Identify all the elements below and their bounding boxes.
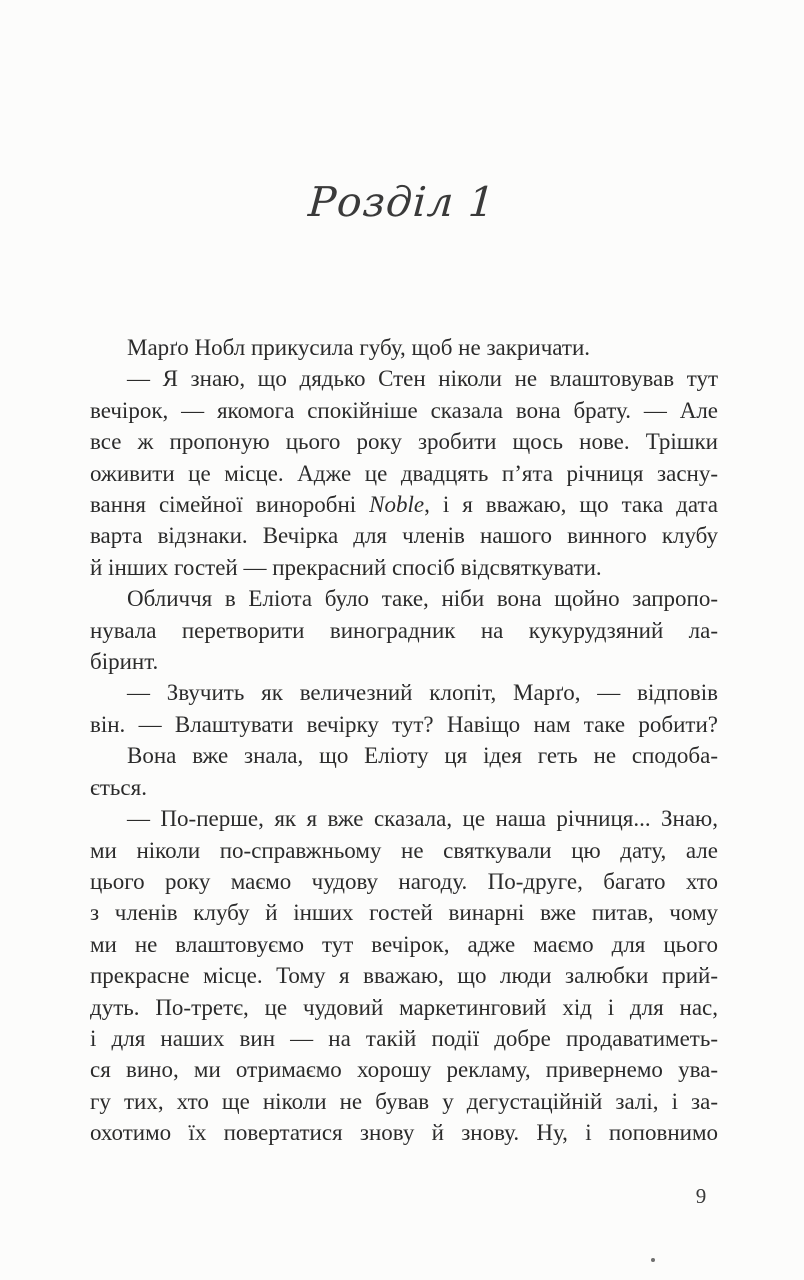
text-segment: вечірок, — якомога спокійніше сказала вона брату. — Але bbox=[90, 397, 718, 423]
text-line bbox=[90, 520, 718, 551]
text-segment: дуть. По-третє, це чудовий маркетинговий хід і для нас, bbox=[90, 994, 718, 1020]
text-line bbox=[90, 897, 718, 928]
text-segment: варта відзнаки. Вечірка для членів нашого винного клубу bbox=[90, 523, 718, 549]
text-segment: , і я вважаю, що така дата bbox=[424, 492, 718, 518]
text-segment: ми ніколи по-справжньому не святкували цю дату, але bbox=[90, 837, 718, 863]
text-line bbox=[90, 992, 718, 1023]
text-line bbox=[90, 489, 718, 520]
text-line bbox=[90, 395, 718, 426]
text-segment: нувала перетворити виноградник на кукурудзяний ла- bbox=[90, 617, 718, 643]
text-line bbox=[90, 583, 718, 614]
text-line bbox=[90, 332, 718, 363]
body-text bbox=[90, 332, 718, 1149]
text-segment: біринт. bbox=[90, 649, 159, 675]
text-segment: охотимо їх повертатися знову й знову. Ну, і поповнимо bbox=[90, 1120, 718, 1146]
text-line bbox=[90, 1054, 718, 1085]
text-line bbox=[90, 1117, 718, 1148]
text-segment: — Я знаю, що дядько Стен ніколи не влаштовував тут bbox=[127, 366, 718, 392]
text-segment: і для наших вин — на такій події добре продаватиметь- bbox=[90, 1025, 718, 1051]
text-line bbox=[90, 646, 718, 677]
text-segment: — Звучить як величезний клопіт, Марґо, — відповів bbox=[127, 680, 718, 706]
text-line bbox=[90, 552, 718, 583]
text-segment: гу тих, хто ще ніколи не бував у дегустаційній залі, і за- bbox=[90, 1088, 718, 1114]
chapter-heading: Розділ 1 bbox=[306, 178, 498, 226]
text-line bbox=[90, 1023, 718, 1054]
text-line bbox=[90, 615, 718, 646]
text-segment: ми не влаштовуємо тут вечірок, адже маємо для цього bbox=[90, 931, 718, 957]
text-segment: цього року маємо чудову нагоду. По-друге, багато хто bbox=[90, 868, 718, 894]
text-segment: Обличчя в Еліота було таке, ніби вона щойно запропо- bbox=[127, 586, 718, 612]
page-number: 9 bbox=[695, 1184, 707, 1208]
text-line bbox=[90, 709, 718, 740]
text-segment: й інших гостей — прекрасний спосіб відсвяткувати. bbox=[90, 554, 602, 580]
text-line bbox=[90, 677, 718, 708]
text-segment: все ж пропоную цього року зробити щось нове. Трішки bbox=[90, 429, 718, 455]
text-line bbox=[90, 740, 718, 771]
text-line bbox=[90, 803, 718, 834]
text-segment: ється. bbox=[90, 774, 147, 800]
scan-speck bbox=[651, 1258, 655, 1262]
text-line bbox=[90, 426, 718, 457]
text-line bbox=[90, 1086, 718, 1117]
text-segment: — По-перше, як я вже сказала, це наша річниця... Знаю, bbox=[127, 806, 718, 832]
text-segment: вання сімейної виноробні bbox=[90, 492, 370, 518]
text-line bbox=[90, 960, 718, 991]
text-segment: Вона вже знала, що Еліоту ця ідея геть не сподоба- bbox=[127, 743, 718, 769]
text-segment: ся вино, ми отримаємо хорошу рекламу, привернемо ува- bbox=[90, 1057, 718, 1083]
text-segment: Марґо Нобл прикусила губу, щоб не закричати. bbox=[127, 335, 591, 360]
text-line bbox=[90, 835, 718, 866]
text-segment: оживити це місце. Адже це двадцять п’ята річниця засну- bbox=[90, 460, 718, 486]
text-line bbox=[90, 458, 718, 489]
text-line bbox=[90, 929, 718, 960]
text-segment: прекрасне місце. Тому я вважаю, що люди залюбки прий- bbox=[90, 963, 718, 989]
text-segment: з членів клубу й інших гостей винарні вже питав, чому bbox=[90, 900, 718, 926]
text-line bbox=[90, 363, 718, 394]
text-line bbox=[90, 866, 718, 897]
text-line bbox=[90, 772, 718, 803]
italic-text: Noble bbox=[369, 492, 425, 518]
text-segment: він. — Влаштувати вечірку тут? Навіщо нам таке робити? bbox=[90, 711, 718, 737]
